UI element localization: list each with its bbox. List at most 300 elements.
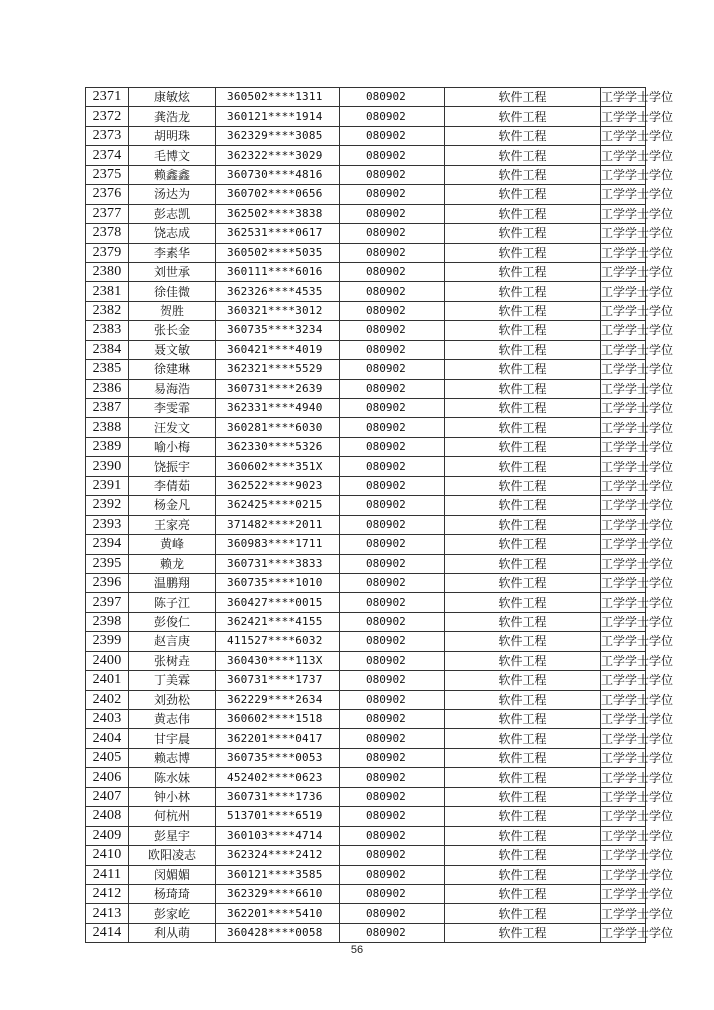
row-number-cell: 2398 [86,612,129,631]
major-name-cell: 软件工程 [445,612,601,631]
major-name-cell: 软件工程 [445,554,601,573]
row-number-cell: 2381 [86,282,129,301]
major-code-cell: 080902 [340,126,445,145]
major-name-cell: 软件工程 [445,729,601,748]
major-code-cell: 080902 [340,204,445,223]
row-number-cell: 2387 [86,399,129,418]
degree-cell: 工学学士学位 [601,476,646,495]
major-code-cell: 080902 [340,787,445,806]
major-name-cell: 软件工程 [445,476,601,495]
row-number-cell: 2389 [86,437,129,456]
table-row [86,379,646,398]
degree-cell: 工学学士学位 [601,787,646,806]
table-row [86,146,646,165]
degree-cell: 工学学士学位 [601,126,646,145]
major-name-cell: 软件工程 [445,224,601,243]
major-code-cell: 080902 [340,671,445,690]
table-row [86,496,646,515]
table-row [86,671,646,690]
table-row [86,554,646,573]
table-row [86,768,646,787]
student-name-cell: 彭家屹 [129,904,216,923]
id-number-cell: 371482****2011 [216,515,340,534]
id-number-cell: 360427****0015 [216,593,340,612]
degree-cell: 工学学士学位 [601,496,646,515]
row-number-cell: 2402 [86,690,129,709]
row-number-cell: 2384 [86,340,129,359]
major-code-cell: 080902 [340,748,445,767]
student-name-cell: 温鹏翔 [129,573,216,592]
degree-cell: 工学学士学位 [601,923,646,942]
major-code-cell: 080902 [340,768,445,787]
row-number-cell: 2380 [86,262,129,281]
row-number-cell: 2403 [86,710,129,729]
table-row [86,437,646,456]
row-number-cell: 2395 [86,554,129,573]
degree-cell: 工学学士学位 [601,301,646,320]
major-name-cell: 软件工程 [445,768,601,787]
degree-cell: 工学学士学位 [601,535,646,554]
table-row [86,185,646,204]
major-code-cell: 080902 [340,165,445,184]
student-name-cell: 闵媚媚 [129,865,216,884]
student-name-cell: 徐建琳 [129,360,216,379]
table-row [86,301,646,320]
table-row [86,224,646,243]
major-name-cell: 软件工程 [445,787,601,806]
row-number-cell: 2404 [86,729,129,748]
degree-cell: 工学学士学位 [601,846,646,865]
major-code-cell: 080902 [340,360,445,379]
row-number-cell: 2411 [86,865,129,884]
row-number-cell: 2388 [86,418,129,437]
degree-cell: 工学学士学位 [601,379,646,398]
student-name-cell: 李素华 [129,243,216,262]
major-code-cell: 080902 [340,224,445,243]
major-name-cell: 软件工程 [445,204,601,223]
major-name-cell: 软件工程 [445,515,601,534]
id-number-cell: 360731****2639 [216,379,340,398]
student-name-cell: 刘劲松 [129,690,216,709]
row-number-cell: 2371 [86,88,129,107]
major-name-cell: 软件工程 [445,535,601,554]
id-number-cell: 360731****3833 [216,554,340,573]
degree-cell: 工学学士学位 [601,457,646,476]
degree-cell: 工学学士学位 [601,243,646,262]
major-code-cell: 080902 [340,846,445,865]
id-number-cell: 360735****1010 [216,573,340,592]
id-number-cell: 362331****4940 [216,399,340,418]
id-number-cell: 360702****0656 [216,185,340,204]
degree-cell: 工学学士学位 [601,632,646,651]
student-name-cell: 贺胜 [129,301,216,320]
table-row [86,262,646,281]
major-code-cell: 080902 [340,593,445,612]
degree-cell: 工学学士学位 [601,710,646,729]
major-name-cell: 软件工程 [445,457,601,476]
table-row [86,846,646,865]
student-name-cell: 汪发文 [129,418,216,437]
row-number-cell: 2396 [86,573,129,592]
id-number-cell: 513701****6519 [216,807,340,826]
table-row [86,787,646,806]
major-name-cell: 软件工程 [445,437,601,456]
row-number-cell: 2378 [86,224,129,243]
degree-cell: 工学学士学位 [601,612,646,631]
table-row [86,418,646,437]
student-name-cell: 易海浩 [129,379,216,398]
row-number-cell: 2408 [86,807,129,826]
table-row [86,884,646,903]
major-name-cell: 软件工程 [445,243,601,262]
major-code-cell: 080902 [340,535,445,554]
major-code-cell: 080902 [340,515,445,534]
row-number-cell: 2375 [86,165,129,184]
id-number-cell: 362201****5410 [216,904,340,923]
student-name-cell: 徐佳微 [129,282,216,301]
page-number: 56 [350,944,364,956]
major-code-cell: 080902 [340,399,445,418]
degree-cell: 工学学士学位 [601,88,646,107]
row-number-cell: 2405 [86,748,129,767]
id-number-cell: 362421****4155 [216,612,340,631]
row-number-cell: 2412 [86,884,129,903]
degree-cell: 工学学士学位 [601,360,646,379]
major-name-cell: 软件工程 [445,165,601,184]
id-number-cell: 362322****3029 [216,146,340,165]
id-number-cell: 360730****4816 [216,165,340,184]
major-name-cell: 软件工程 [445,185,601,204]
student-name-cell: 何杭州 [129,807,216,826]
row-number-cell: 2407 [86,787,129,806]
row-number-cell: 2392 [86,496,129,515]
major-name-cell: 软件工程 [445,418,601,437]
major-name-cell: 软件工程 [445,379,601,398]
table-row [86,321,646,340]
major-code-cell: 080902 [340,632,445,651]
row-number-cell: 2406 [86,768,129,787]
student-name-cell: 李雯霏 [129,399,216,418]
table-row [86,107,646,126]
major-code-cell: 080902 [340,710,445,729]
major-name-cell: 软件工程 [445,632,601,651]
table-row [86,865,646,884]
major-code-cell: 080902 [340,379,445,398]
major-code-cell: 080902 [340,107,445,126]
student-name-cell: 饶志成 [129,224,216,243]
student-name-cell: 黄志伟 [129,710,216,729]
major-name-cell: 软件工程 [445,360,601,379]
row-number-cell: 2383 [86,321,129,340]
table-row [86,807,646,826]
row-number-cell: 2377 [86,204,129,223]
degree-cell: 工学学士学位 [601,399,646,418]
major-code-cell: 080902 [340,476,445,495]
table-row [86,204,646,223]
major-name-cell: 软件工程 [445,573,601,592]
id-number-cell: 362321****5529 [216,360,340,379]
major-code-cell: 080902 [340,729,445,748]
table-row [86,126,646,145]
roster-table-body [86,88,674,943]
row-number-cell: 2385 [86,360,129,379]
major-name-cell: 软件工程 [445,321,601,340]
id-number-cell: 362330****5326 [216,437,340,456]
student-name-cell: 康敏炫 [129,88,216,107]
table-row [86,826,646,845]
student-name-cell: 杨琦琦 [129,884,216,903]
student-name-cell: 甘宇晨 [129,729,216,748]
major-name-cell: 软件工程 [445,710,601,729]
major-code-cell: 080902 [340,612,445,631]
id-number-cell: 362326****4535 [216,282,340,301]
row-number-cell: 2397 [86,593,129,612]
id-number-cell: 360281****6030 [216,418,340,437]
row-number-cell: 2373 [86,126,129,145]
major-name-cell: 软件工程 [445,748,601,767]
degree-cell: 工学学士学位 [601,107,646,126]
degree-cell: 工学学士学位 [601,904,646,923]
major-name-cell: 软件工程 [445,923,601,942]
row-number-cell: 2414 [86,923,129,942]
student-name-cell: 张长金 [129,321,216,340]
row-number-cell: 2409 [86,826,129,845]
table-row [86,690,646,709]
student-name-cell: 赖鑫鑫 [129,165,216,184]
table-row [86,593,646,612]
id-number-cell: 362229****2634 [216,690,340,709]
major-code-cell: 080902 [340,185,445,204]
row-number-cell: 2391 [86,476,129,495]
major-name-cell: 软件工程 [445,88,601,107]
row-number-cell: 2374 [86,146,129,165]
id-number-cell: 360731****1737 [216,671,340,690]
id-number-cell: 360428****0058 [216,923,340,942]
id-number-cell: 360983****1711 [216,535,340,554]
table-row [86,573,646,592]
degree-cell: 工学学士学位 [601,437,646,456]
major-code-cell: 080902 [340,826,445,845]
major-name-cell: 软件工程 [445,846,601,865]
degree-cell: 工学学士学位 [601,573,646,592]
student-name-cell: 刘世承 [129,262,216,281]
major-name-cell: 软件工程 [445,904,601,923]
student-name-cell: 利从萌 [129,923,216,942]
degree-cell: 工学学士学位 [601,865,646,884]
major-code-cell: 080902 [340,88,445,107]
id-number-cell: 360502****5035 [216,243,340,262]
student-name-cell: 饶振宇 [129,457,216,476]
row-number-cell: 2399 [86,632,129,651]
student-name-cell: 李倩茹 [129,476,216,495]
student-name-cell: 王家亮 [129,515,216,534]
degree-cell: 工学学士学位 [601,165,646,184]
student-name-cell: 陈水妹 [129,768,216,787]
major-name-cell: 软件工程 [445,865,601,884]
major-name-cell: 软件工程 [445,340,601,359]
degree-cell: 工学学士学位 [601,554,646,573]
table-row [86,535,646,554]
id-number-cell: 362324****2412 [216,846,340,865]
degree-cell: 工学学士学位 [601,826,646,845]
major-code-cell: 080902 [340,301,445,320]
student-name-cell: 陈子江 [129,593,216,612]
id-number-cell: 360421****4019 [216,340,340,359]
degree-cell: 工学学士学位 [601,748,646,767]
student-name-cell: 汤达为 [129,185,216,204]
degree-cell: 工学学士学位 [601,282,646,301]
major-name-cell: 软件工程 [445,884,601,903]
degree-cell: 工学学士学位 [601,807,646,826]
major-code-cell: 080902 [340,865,445,884]
degree-cell: 工学学士学位 [601,593,646,612]
table-row [86,243,646,262]
degree-cell: 工学学士学位 [601,651,646,670]
id-number-cell: 362531****0617 [216,224,340,243]
table-row [86,340,646,359]
table-row [86,476,646,495]
student-name-cell: 赵言庚 [129,632,216,651]
row-number-cell: 2379 [86,243,129,262]
student-name-cell: 彭志凯 [129,204,216,223]
student-name-cell: 钟小林 [129,787,216,806]
major-code-cell: 080902 [340,321,445,340]
degree-cell: 工学学士学位 [601,515,646,534]
major-code-cell: 080902 [340,554,445,573]
major-code-cell: 080902 [340,457,445,476]
table-row [86,282,646,301]
degree-roster-table [85,87,674,943]
major-name-cell: 软件工程 [445,301,601,320]
degree-cell: 工学学士学位 [601,884,646,903]
degree-cell: 工学学士学位 [601,224,646,243]
table-row [86,515,646,534]
id-number-cell: 360121****3585 [216,865,340,884]
student-name-cell: 聂文敏 [129,340,216,359]
degree-cell: 工学学士学位 [601,690,646,709]
major-name-cell: 软件工程 [445,107,601,126]
table-row [86,399,646,418]
row-number-cell: 2386 [86,379,129,398]
major-name-cell: 软件工程 [445,496,601,515]
major-code-cell: 080902 [340,923,445,942]
major-code-cell: 080902 [340,573,445,592]
id-number-cell: 362522****9023 [216,476,340,495]
major-name-cell: 软件工程 [445,807,601,826]
id-number-cell: 360602****1518 [216,710,340,729]
id-number-cell: 360735****3234 [216,321,340,340]
table-row [86,729,646,748]
id-number-cell: 360111****6016 [216,262,340,281]
table-row [86,360,646,379]
major-code-cell: 080902 [340,340,445,359]
major-name-cell: 软件工程 [445,690,601,709]
table-row [86,457,646,476]
student-name-cell: 毛博文 [129,146,216,165]
row-number-cell: 2394 [86,535,129,554]
student-name-cell: 龚浩龙 [129,107,216,126]
major-code-cell: 080902 [340,262,445,281]
row-number-cell: 2401 [86,671,129,690]
student-name-cell: 杨金凡 [129,496,216,515]
table-row [86,632,646,651]
id-number-cell: 362329****3085 [216,126,340,145]
degree-cell: 工学学士学位 [601,340,646,359]
major-code-cell: 080902 [340,496,445,515]
table-row [86,904,646,923]
table-row [86,710,646,729]
major-name-cell: 软件工程 [445,826,601,845]
major-code-cell: 080902 [340,904,445,923]
student-name-cell: 黄峰 [129,535,216,554]
id-number-cell: 362425****0215 [216,496,340,515]
row-number-cell: 2393 [86,515,129,534]
id-number-cell: 360430****113X [216,651,340,670]
student-name-cell: 喻小梅 [129,437,216,456]
major-code-cell: 080902 [340,418,445,437]
student-name-cell: 张树垚 [129,651,216,670]
row-number-cell: 2400 [86,651,129,670]
student-name-cell: 彭俊仁 [129,612,216,631]
table-row [86,748,646,767]
id-number-cell: 362502****3838 [216,204,340,223]
degree-cell: 工学学士学位 [601,146,646,165]
id-number-cell: 411527****6032 [216,632,340,651]
degree-cell: 工学学士学位 [601,204,646,223]
degree-cell: 工学学士学位 [601,671,646,690]
major-name-cell: 软件工程 [445,146,601,165]
major-code-cell: 080902 [340,884,445,903]
major-code-cell: 080902 [340,690,445,709]
student-name-cell: 丁美霖 [129,671,216,690]
major-name-cell: 软件工程 [445,262,601,281]
student-name-cell: 赖志博 [129,748,216,767]
row-number-cell: 2382 [86,301,129,320]
major-code-cell: 080902 [340,437,445,456]
id-number-cell: 362201****0417 [216,729,340,748]
degree-cell: 工学学士学位 [601,729,646,748]
id-number-cell: 360103****4714 [216,826,340,845]
id-number-cell: 360121****1914 [216,107,340,126]
id-number-cell: 360602****351X [216,457,340,476]
degree-cell: 工学学士学位 [601,768,646,787]
row-number-cell: 2372 [86,107,129,126]
major-name-cell: 软件工程 [445,651,601,670]
major-name-cell: 软件工程 [445,593,601,612]
row-number-cell: 2376 [86,185,129,204]
table-row [86,651,646,670]
id-number-cell: 452402****0623 [216,768,340,787]
major-name-cell: 软件工程 [445,399,601,418]
table-row [86,88,646,107]
id-number-cell: 360731****1736 [216,787,340,806]
student-name-cell: 胡明珠 [129,126,216,145]
table-row [86,612,646,631]
major-code-cell: 080902 [340,146,445,165]
degree-cell: 工学学士学位 [601,321,646,340]
major-name-cell: 软件工程 [445,126,601,145]
row-number-cell: 2410 [86,846,129,865]
id-number-cell: 360321****3012 [216,301,340,320]
student-name-cell: 赖龙 [129,554,216,573]
major-code-cell: 080902 [340,807,445,826]
major-code-cell: 080902 [340,651,445,670]
major-code-cell: 080902 [340,243,445,262]
table-row [86,923,646,942]
major-code-cell: 080902 [340,282,445,301]
row-number-cell: 2413 [86,904,129,923]
student-name-cell: 欧阳凌志 [129,846,216,865]
